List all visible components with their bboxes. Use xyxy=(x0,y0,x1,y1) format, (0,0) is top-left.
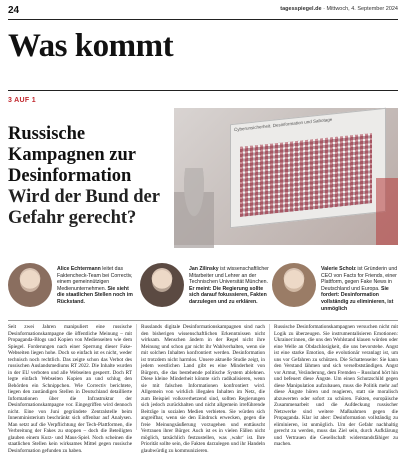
column-divider xyxy=(136,324,137,430)
audience-silhouette xyxy=(174,168,214,248)
body-column: Russische Desinformationskampagnen versuchen nicht mit Logik zu überzeugen. Sie instrumentalisieren Emotionen: Ukrainer:innen, die uns den Wohlstand klauen würden oder eine Welle an Obdachlosigkeit, die uns bevorstehe. Angst ist eine starke Emotion, die evolutionär veranlagt ist, um uns vor Gefahren zu schützen. Die Schattenseite: Sie kann den Verstand lähmen und sich verselbstständigen. Angst vor Armut, Veränderung, dem Fremden – Russland hört hin und befeuert diese Ängste. Um einen Schutzschild gegen diese Manipulation aufzubauen, muss die Politik mehr auf diese Ängste hören und reagieren, statt sie moralisch abzuwerten oder sofort zu schüren. Fakten, europäische Zusammenarbeit und die Aufdeckung russischer Netzwerke sind weitere Maßnahmen gegen die Propaganda. Klar ist aber: Desinformation vollständig zu eliminieren, ist unmöglich. Um der Gefahr nachhaltig gerecht zu werden, muss das Ziel sein, durch Aufklärung und Vertrauen die Gesellschaft widerstandsfähiger zu machen. xyxy=(274,324,398,447)
section-headline: Was kommt xyxy=(8,28,174,64)
author-strip xyxy=(8,263,398,315)
body-column: Russlands digitale Desinformationskampagnen sind nach den bisherigen wissenschaftlichen Erkenntnissen nicht wirksam. Menschen ändern in der Regel nicht ihre Meinung und schon gar nicht ihr Wahlverhalten, wenn sie mit solchen Inhalten konfrontiert werden. Desinformation ist trotzdem nicht harmlos. Unsere aktuelle Studie zeigt, in jedem westlichen Land gibt es eine Minderheit von Bürgern, die das bestehende politische System ablehnen. Diese kleine Minderheit könnte sich radikalisieren, wenn sie mit falschen Informationen konfrontiert wird. Allgemein von wirklich illegalen Inhalten im Netz, die zum Beispiel volksverhetzend sind, sollten Regierungen sich jedoch zurückhalten und nicht allgemein irreführende Beiträge in sozialen Medien verbieten. Sie würden sich angreifbar, wenn sie den Eindruck erwecken, gegen die freie Meinungsäußerung vorzugehen und enttäuscht Vertrauen ihrer Bürger. Auch ist es in vielen Fällen nicht möglich, tatsächlich festzustellen, was ‚wahr‘ ist. Ihre Priorität sollte sein, die Fakten darzulegen und ihr Handeln glaubwürdig zu kommunizieren. xyxy=(141,324,265,454)
masthead-separator: · xyxy=(323,6,327,12)
author-card xyxy=(8,263,138,315)
author-avatar xyxy=(140,263,184,307)
article-photo xyxy=(174,108,398,245)
author-description: leitet das Faktencheck-Team bei Correctiv, einem gemeinnützigen Medienunternehmen. xyxy=(57,266,133,292)
author-bio xyxy=(189,266,269,306)
author-claim: Er meint: Die Regierung sollte sich darauf fokussieren, Fakten darzulegen und zu erklären. xyxy=(189,285,267,305)
author-card xyxy=(272,263,402,315)
header-rule xyxy=(8,19,398,20)
article-title-question: Wird der Bund der Gefahr gerecht? xyxy=(8,187,160,228)
author-name: Jan Zilinsky xyxy=(189,266,219,272)
section-rule xyxy=(8,90,398,91)
masthead xyxy=(280,6,398,12)
article-title xyxy=(8,124,168,229)
author-description: ist Gründerin und CEO von Facts for Friends, einer Plattform, gegen Fake News in Deutschland und Europa. xyxy=(321,266,398,292)
author-claim: Sie fordert: Desinformation vollständig zu eliminieren, ist unmöglich xyxy=(321,285,394,312)
author-claim: Sie sieht die staatlichen Stellen noch im Rückstand. xyxy=(57,285,133,305)
author-card xyxy=(140,263,270,315)
red-accent xyxy=(376,178,398,245)
publication-name: tagesspiegel.de xyxy=(280,6,322,12)
author-description: ist wissenschaftlicher Mitarbeiter und Lehrer an der Technischen Universität München. xyxy=(189,266,269,286)
kicker: 3 AUF 1 xyxy=(8,97,36,104)
page-number: 24 xyxy=(8,5,20,16)
body-column: Seit zwei Jahren manipuliert eine russische Desinformationskampagne die öffentliche Meinung – mit Propaganda-Blogs und Kopien von Medienseiten wie dem Spiegel. Forderungen nach einer Sperrung dieser Fake-Webseiten liegen hohe. Doch so einfach ist es nicht, weder technisch noch rechtlich. Das zeigte schon das Verbot des russischen Auslandsmediums RT 2022. Die Inhalte wurden in der EU verboten und alle Webseiten gesperrt. Doch RT legte einfach Webseiten Kopien an und schlug den Behörden ein Schnippchen. Wie Correctiv berichtete, liegen den zuständigen Stellen in Deutschland detaillierte Informationen über die Infrastruktur der Desinformationskampagne vor. Eingegriffen wird dennoch nicht. Eine von Juni gegründete Zentralstelle beim Innenministerium beschränkt sich offenbar auf Analysen. Man setzt auf die Verpflichtung der Tech-Plattformen, die Verbreitung der Fakes zu stoppen – doch die Beteiligten glauben einem Kurz- und Maus-Spiel. Noch scheinen die staatlichen Stellen kein wirksames Mittel gegen russische Desinformation gefunden zu haben. xyxy=(8,324,132,454)
author-bio xyxy=(57,266,137,306)
article-title-main: Russische Kampagnen zur Desinformation xyxy=(8,124,136,186)
column-divider xyxy=(269,324,270,430)
author-name: Valerie Scholz xyxy=(321,266,356,272)
author-avatar xyxy=(8,263,52,307)
network-graphic xyxy=(240,133,372,217)
issue-date: Mittwoch, 4. September 2024 xyxy=(326,6,398,12)
author-avatar xyxy=(272,263,316,307)
projection-screen-text: Cyberunsicherheit. Desinformation und Sabotage xyxy=(234,116,333,133)
author-name: Alice Echtermann xyxy=(57,266,101,272)
author-bio xyxy=(321,266,401,312)
article-body xyxy=(8,324,398,454)
page-header xyxy=(8,5,398,19)
body-rule xyxy=(8,320,398,321)
